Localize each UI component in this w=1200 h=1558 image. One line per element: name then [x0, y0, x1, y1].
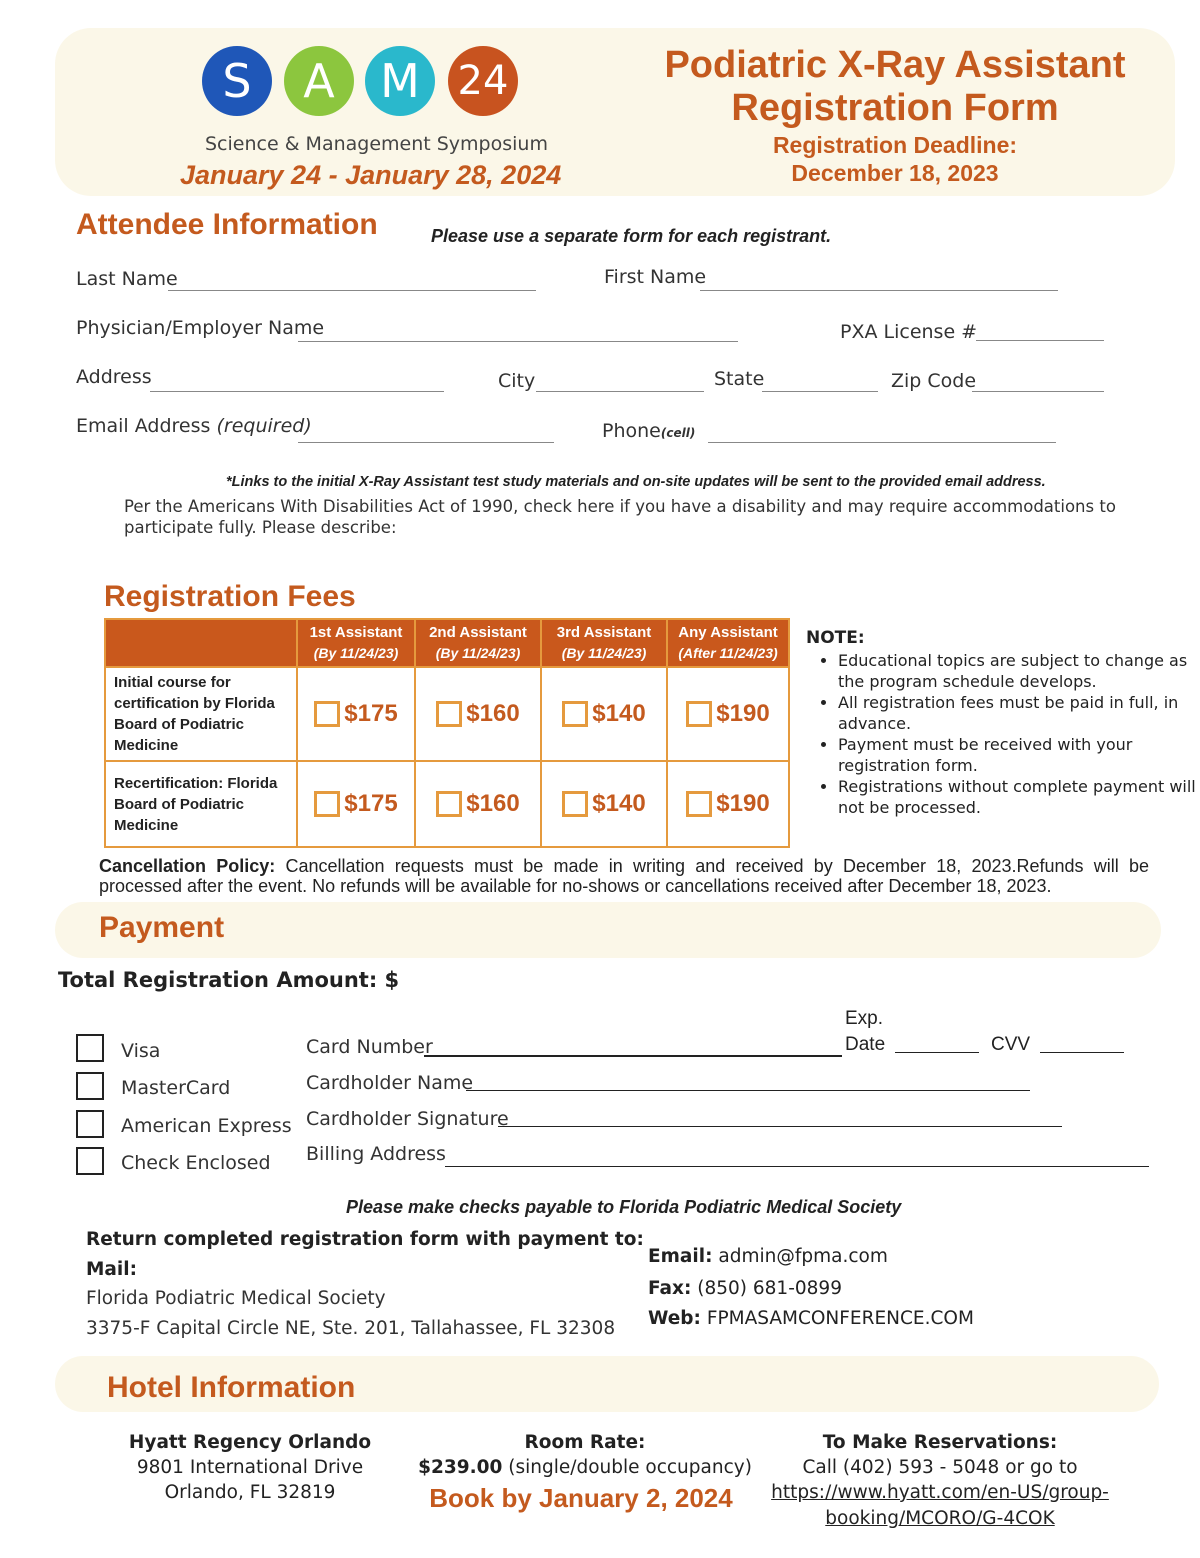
form-title: [640, 44, 1150, 130]
cardholder-signature-label: Cardholder Signature: [306, 1108, 509, 1130]
city-field[interactable]: [536, 391, 704, 392]
check-checkbox[interactable]: [76, 1147, 104, 1175]
fees-notes: [818, 650, 1200, 818]
fee-price: $160: [466, 700, 520, 727]
fee-checkbox[interactable]: [686, 701, 712, 727]
state-label: State: [714, 368, 765, 390]
fee-checkbox[interactable]: [314, 701, 340, 727]
contact-web-value[interactable]: FPMASAMCONFERENCE.COM: [706, 1308, 974, 1329]
separate-form-note: Please use a separate form for each registrant.: [431, 226, 832, 246]
ada-line2: participate fully. Please describe:: [124, 518, 397, 537]
fees-cell: [541, 761, 667, 847]
fees-cell: [541, 667, 667, 761]
license-label: PXA License #: [840, 321, 978, 343]
exp-date-field[interactable]: [895, 1052, 979, 1053]
email-required: (required): [216, 415, 312, 437]
cvv-label: CVV: [991, 1034, 1031, 1055]
logo-a: A: [284, 46, 354, 116]
first-name-field[interactable]: [700, 290, 1058, 291]
email-label: [76, 415, 312, 437]
fees-row-recert-label: Recertification: Florida Board of Podiatric Medicine: [105, 761, 297, 847]
deadline: [640, 131, 1150, 187]
ada-text: [124, 496, 1124, 538]
email-label-text: Email Address: [76, 415, 211, 437]
fee-price: $175: [344, 700, 398, 727]
contact-email-label: Email:: [648, 1246, 713, 1267]
amex-checkbox[interactable]: [76, 1110, 104, 1138]
cardholder-name-label: Cardholder Name: [306, 1072, 474, 1094]
zip-label: Zip Code: [891, 370, 977, 392]
fees-col-2nd-title: 2nd Assistant: [429, 623, 527, 641]
contact-web: [648, 1308, 974, 1329]
hotel-addr1: 9801 International Drive: [136, 1457, 364, 1478]
employer-field[interactable]: [298, 341, 738, 342]
phone-label: [602, 420, 695, 442]
mastercard-checkbox[interactable]: [76, 1072, 104, 1100]
exp-label: Exp.: [845, 1008, 884, 1029]
ada-line1: Per the Americans With Disabilities Act of 1990, check here if you have a disability and may require accommodations to: [124, 497, 1116, 516]
billing-address-field[interactable]: [445, 1166, 1149, 1167]
hotel-addr2: Orlando, FL 32819: [164, 1482, 336, 1503]
reservations-block: [760, 1430, 1120, 1532]
symposium-name: Science & Management Symposium: [205, 133, 548, 155]
fees-cell: [297, 667, 415, 761]
room-rate-block: [410, 1430, 760, 1480]
book-by: Book by January 2, 2024: [429, 1483, 733, 1513]
fees-col-any: [667, 619, 789, 667]
fees-cell: [415, 761, 541, 847]
contact-web-label: Web:: [648, 1308, 701, 1329]
room-rate-note: (single/double occupancy): [508, 1457, 752, 1478]
fee-price: $190: [716, 790, 770, 817]
fees-row-initial-label: Initial course for certification by Florida Board of Podiatric Medicine: [105, 667, 297, 761]
fees-row-recert: [105, 761, 789, 847]
reservations-link-line2[interactable]: booking/MCORO/G-4COK: [825, 1508, 1055, 1529]
billing-address-label: Billing Address: [306, 1143, 446, 1165]
first-name-label: First Name: [604, 266, 707, 288]
room-rate-value: $239.00: [418, 1457, 503, 1478]
phone-field[interactable]: [708, 442, 1056, 443]
email-field[interactable]: [298, 442, 554, 443]
note-title: NOTE:: [806, 628, 865, 648]
cancel-label: Cancellation Policy:: [99, 856, 276, 876]
hotel-section-title: Hotel Information: [107, 1371, 356, 1404]
cardholder-signature-field[interactable]: [498, 1126, 1062, 1127]
contact-fax: [648, 1278, 842, 1299]
mastercard-label: MasterCard: [121, 1077, 231, 1099]
phone-cell: (cell): [660, 426, 696, 440]
event-dates: January 24 - January 28, 2024: [180, 160, 562, 190]
cancel-line1: [99, 856, 1149, 876]
note-item: • All registration fees must be paid in full, in advance.: [838, 692, 1200, 734]
note-item: • Payment must be received with your registration form.: [838, 734, 1200, 776]
fee-checkbox[interactable]: [562, 701, 588, 727]
room-rate-label: Room Rate:: [524, 1432, 646, 1453]
return-title: Return completed registration form with payment to:: [86, 1229, 644, 1250]
amex-label: American Express: [121, 1115, 292, 1137]
reservations-label: To Make Reservations:: [822, 1432, 1058, 1453]
note-item: • Educational topics are subject to change as the program schedule develops.: [838, 650, 1200, 692]
room-rate-line: [410, 1455, 760, 1480]
checks-note: Please make checks payable to Florida Podiatric Medical Society: [346, 1197, 902, 1217]
hotel-name: Hyatt Regency Orlando: [128, 1432, 372, 1453]
fees-cell: [415, 667, 541, 761]
fees-header-empty: [105, 619, 297, 667]
logo-s: S: [202, 46, 272, 116]
employer-label: Physician/Employer Name: [76, 317, 325, 339]
fees-cell: [667, 667, 789, 761]
fees-col-2nd-sub: (By 11/24/23): [435, 644, 521, 661]
links-note: *Links to the initial X-Ray Assistant test study materials and on-site updates will be sent to the provided email address.: [226, 474, 1046, 490]
note-item: • Registrations without complete payment will not be processed.: [838, 776, 1200, 818]
address-label: Address: [76, 366, 152, 388]
fees-section-title: Registration Fees: [104, 580, 356, 613]
payment-section-title: Payment: [99, 911, 225, 944]
total-amount: Total Registration Amount: $: [58, 968, 400, 992]
form-title-line2: Registration Form: [731, 87, 1059, 129]
fee-checkbox[interactable]: [562, 791, 588, 817]
cancel-text1: Cancellation requests must be made in writing and received by December 18, 2023.Refunds will be: [285, 856, 1149, 876]
attendee-section-title: Attendee Information: [76, 208, 378, 241]
license-field[interactable]: [976, 340, 1104, 341]
fees-col-2nd: [415, 619, 541, 667]
contact-fax-value: (850) 681-0899: [697, 1278, 842, 1299]
fee-price: $140: [592, 700, 646, 727]
deadline-label: Registration Deadline:: [772, 132, 1018, 158]
cancel-line2: processed after the event. No refunds will be available for no-shows or cancellations received after December 18, 2023.: [99, 876, 1052, 896]
hotel-address-block: [120, 1430, 380, 1505]
form-title-line1: Podiatric X-Ray Assistant: [664, 44, 1126, 86]
last-name-label: Last Name: [76, 268, 178, 290]
fee-checkbox[interactable]: [436, 791, 462, 817]
mail-line1: Florida Podiatric Medical Society: [86, 1288, 386, 1309]
card-number-label: Card Number: [306, 1036, 433, 1058]
fees-col-3rd-title: 3rd Assistant: [556, 623, 652, 641]
visa-checkbox[interactable]: [76, 1034, 104, 1062]
address-field[interactable]: [150, 391, 444, 392]
reservations-link-line1[interactable]: https://www.hyatt.com/en-US/group-: [771, 1482, 1109, 1503]
zip-field[interactable]: [972, 391, 1104, 392]
date-label: Date: [845, 1034, 886, 1055]
fee-checkbox[interactable]: [686, 791, 712, 817]
fees-cell: [667, 761, 789, 847]
fees-col-3rd: [541, 619, 667, 667]
deadline-date: December 18, 2023: [791, 160, 999, 186]
state-field[interactable]: [762, 391, 878, 392]
fee-price: $190: [716, 700, 770, 727]
cvv-field[interactable]: [1040, 1052, 1124, 1053]
mail-line2: 3375-F Capital Circle NE, Ste. 201, Tallahassee, FL 32308: [86, 1318, 616, 1339]
fees-col-3rd-sub: (By 11/24/23): [561, 644, 647, 661]
fee-price: $160: [466, 790, 520, 817]
contact-fax-label: Fax:: [648, 1278, 692, 1299]
card-number-field[interactable]: [424, 1055, 842, 1057]
reservations-call: Call (402) 593 - 5048 or go to: [802, 1457, 1078, 1478]
fees-col-any-title: Any Assistant: [678, 623, 778, 641]
mail-label: Mail:: [86, 1259, 137, 1280]
fees-col-1st: [297, 619, 415, 667]
fees-col-1st-sub: (By 11/24/23): [313, 644, 399, 661]
reservations-link[interactable]: [760, 1480, 1120, 1532]
contact-email: [648, 1246, 888, 1267]
check-label: Check Enclosed: [121, 1152, 271, 1174]
phone-label-text: Phone: [602, 420, 661, 442]
last-name-field[interactable]: [168, 290, 536, 291]
contact-email-value[interactable]: admin@fpma.com: [718, 1246, 888, 1267]
cardholder-name-field[interactable]: [466, 1090, 1030, 1091]
fees-col-any-sub: (After 11/24/23): [678, 644, 778, 661]
fee-price: $175: [344, 790, 398, 817]
fee-checkbox[interactable]: [436, 701, 462, 727]
logo-m: M: [365, 46, 435, 116]
fees-header-row: [105, 619, 789, 667]
city-label: City: [498, 370, 536, 392]
cancellation-policy: [99, 856, 1149, 896]
logo-24: 24: [448, 46, 518, 116]
fees-cell: [297, 761, 415, 847]
fee-checkbox[interactable]: [314, 791, 340, 817]
visa-label: Visa: [121, 1040, 161, 1062]
fee-price: $140: [592, 790, 646, 817]
fees-row-initial: [105, 667, 789, 761]
fees-col-1st-title: 1st Assistant: [309, 623, 403, 641]
fees-table: [104, 618, 790, 848]
